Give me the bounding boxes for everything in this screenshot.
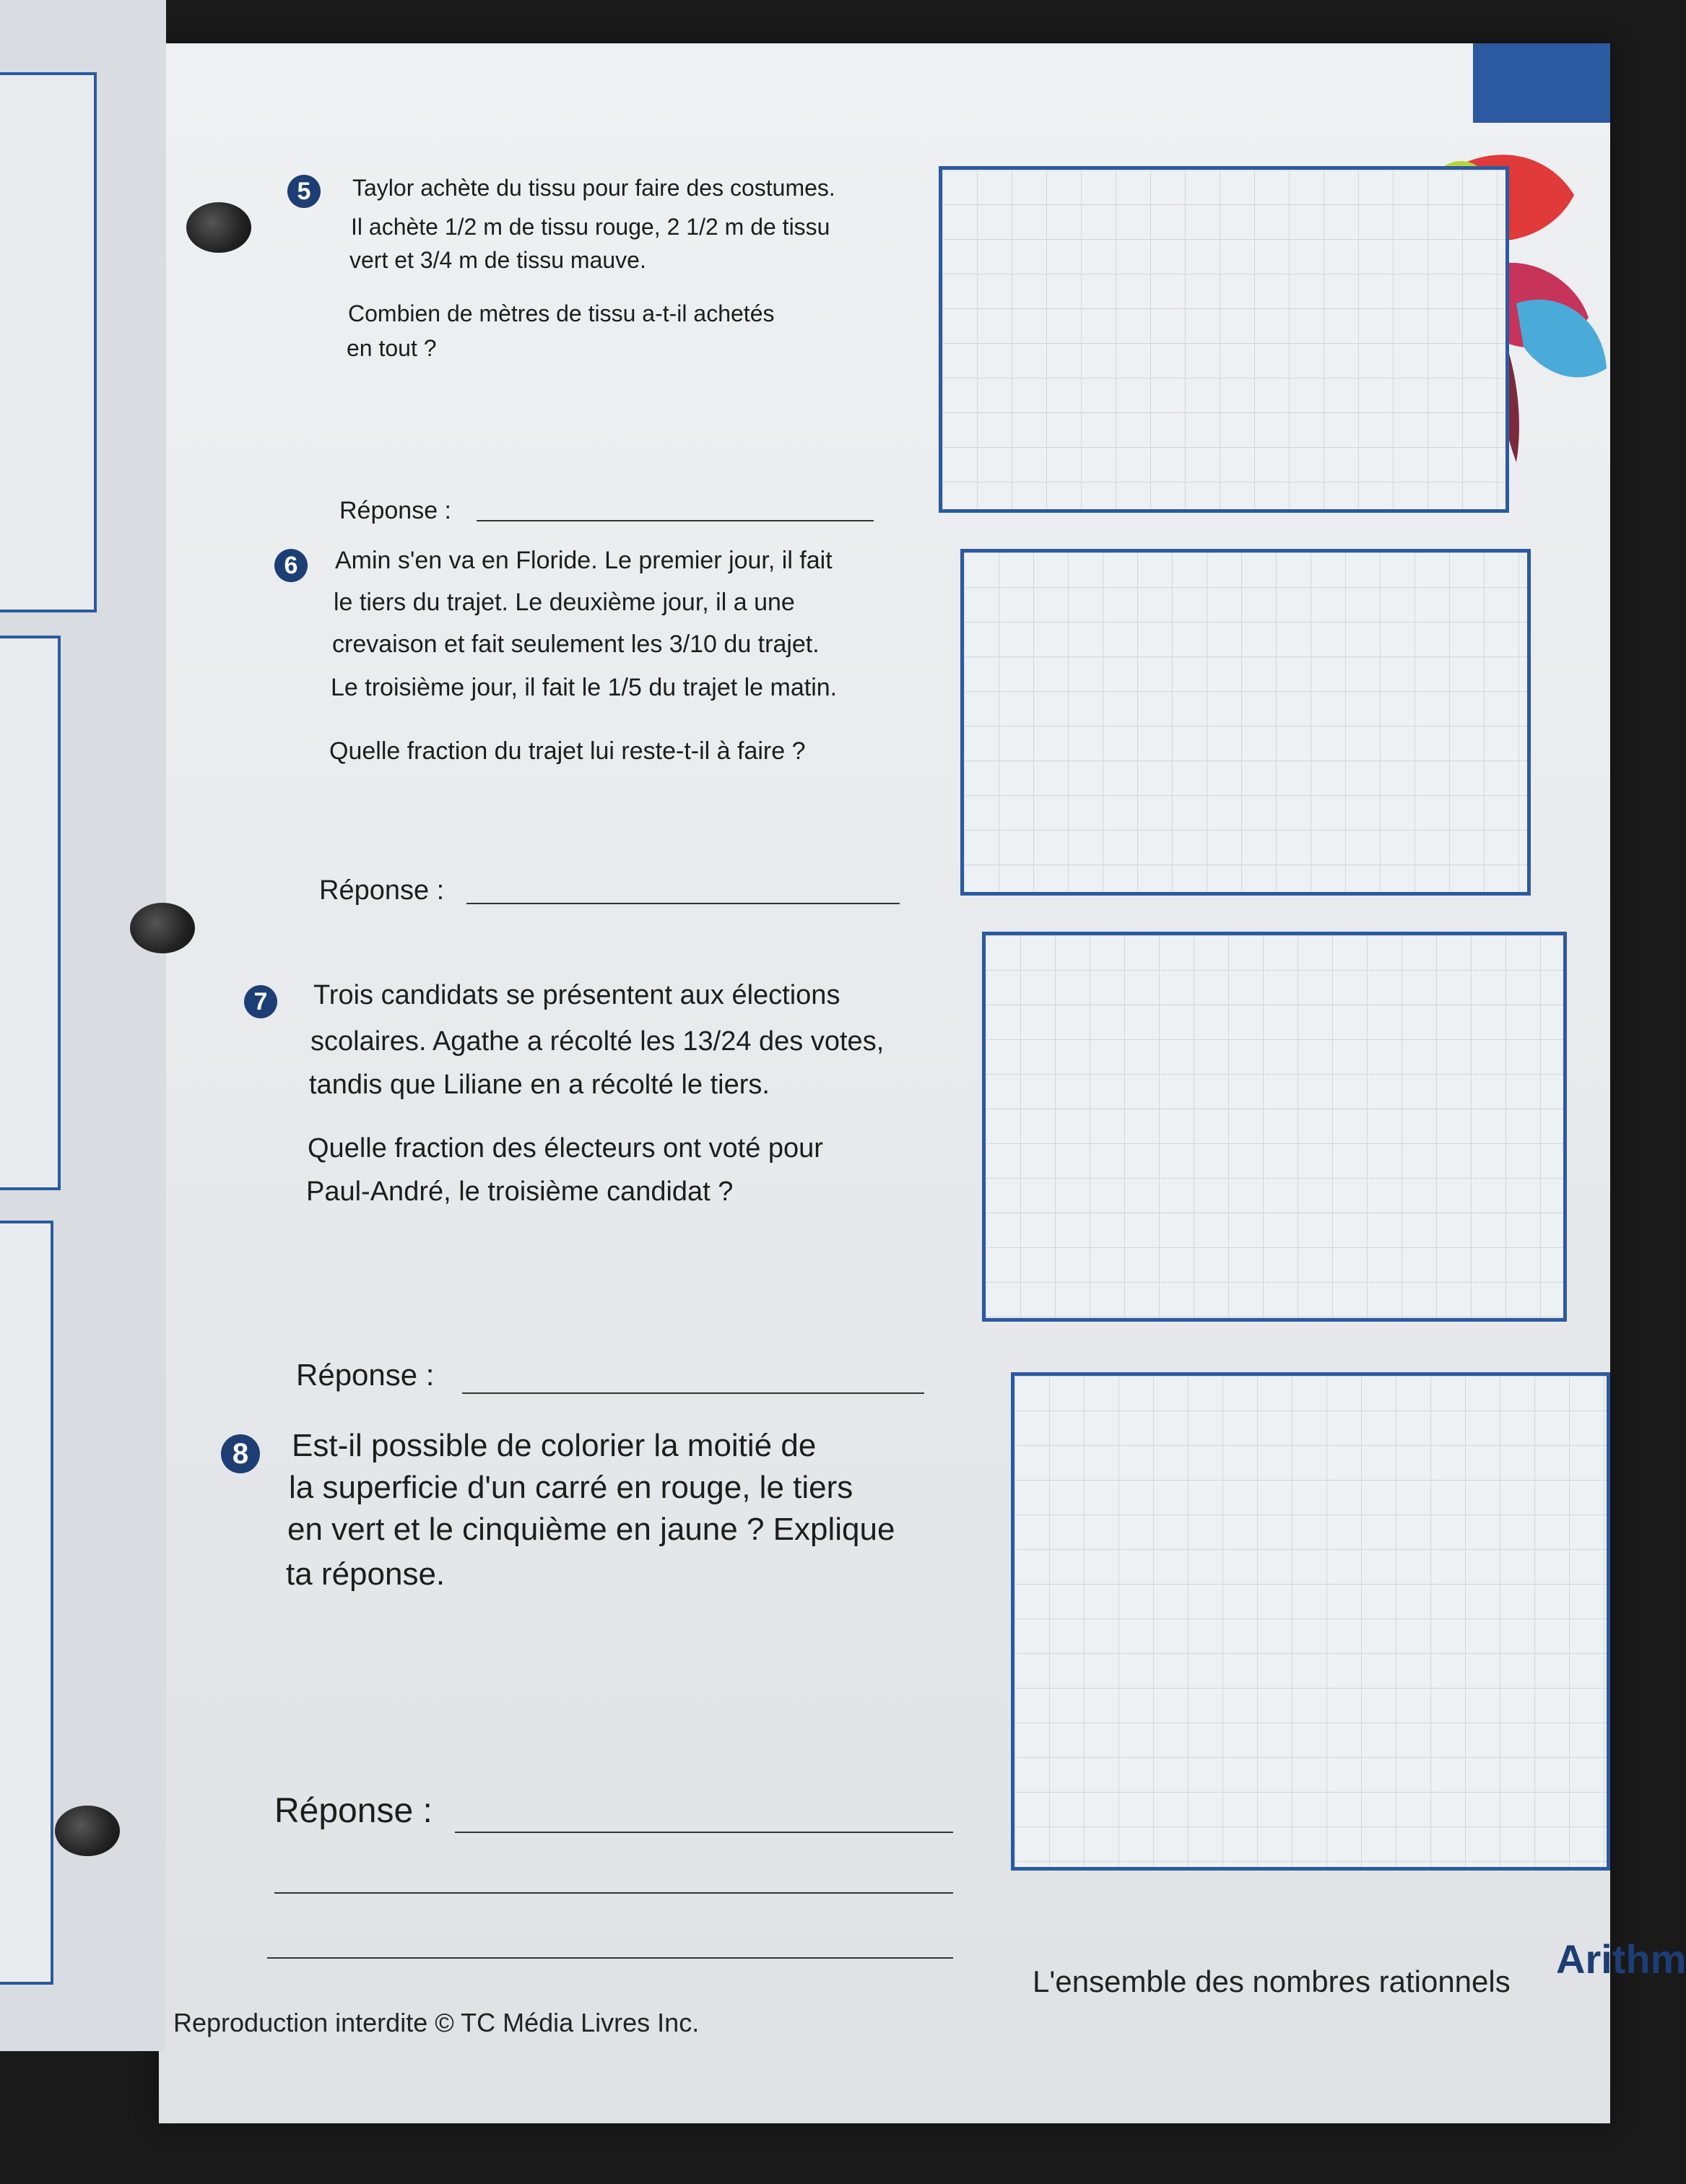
worksheet-page	[159, 43, 1686, 2123]
question-number-badge: 7	[244, 985, 277, 1018]
work-area-box[interactable]	[982, 932, 1567, 1322]
binder-hole	[130, 903, 195, 953]
question-text-line: scolaires. Agathe a récolté les 13/24 des votes,	[310, 1026, 885, 1057]
question-text-line: le tiers du trajet. Le deuxième jour, il a une	[334, 589, 795, 616]
question-prompt-line: Combien de mètres de tissu a-t-il achetés	[348, 300, 775, 326]
reponse-label: Réponse :	[339, 497, 451, 524]
question-number-badge: 5	[287, 175, 321, 208]
work-area-box[interactable]	[960, 549, 1531, 896]
chapter-title: L'ensemble des nombres rationnels	[1033, 1964, 1511, 1998]
reponse-label: Réponse :	[319, 875, 445, 906]
brand-logo-text: Arithm	[1556, 1936, 1686, 1982]
question-text-line: Amin s'en va en Floride. Le premier jour, il fait	[335, 547, 833, 574]
question-text-line: crevaison et fait seulement les 3/10 du trajet.	[332, 630, 820, 658]
answer-line[interactable]	[462, 1392, 924, 1394]
corner-color-bar	[1473, 43, 1610, 123]
work-area-box[interactable]	[939, 166, 1509, 513]
question-text-line: vert et 3/4 m de tissu mauve.	[349, 247, 646, 273]
answer-line[interactable]	[455, 1832, 953, 1833]
answer-line[interactable]	[274, 1892, 953, 1894]
answer-line[interactable]	[477, 520, 874, 521]
reponse-label: Réponse :	[296, 1358, 435, 1392]
question-prompt-line: Paul-André, le troisième candidat ?	[306, 1176, 734, 1207]
fraction-text: Il achète 1/2 m de tissu rouge, 2 1/2 m de tissu	[351, 214, 830, 240]
left-tab	[0, 1221, 53, 1985]
question-text-line: tandis que Liliane en a récolté le tiers.	[309, 1070, 770, 1100]
question-text-line: Le troisième jour, il fait le 1/5 du trajet le matin.	[331, 674, 838, 701]
answer-line[interactable]	[267, 1957, 953, 1959]
copyright-notice: Reproduction interdite © TC Média Livres Inc.	[173, 2008, 700, 2037]
left-tab	[0, 72, 97, 612]
question-number-badge: 6	[274, 549, 308, 582]
left-tab	[0, 636, 61, 1190]
question-prompt-line: Quelle fraction des électeurs ont voté pour	[308, 1133, 823, 1164]
binder-hole	[186, 202, 251, 253]
question-number-badge: 8	[221, 1434, 260, 1473]
question-prompt-line: en tout ?	[347, 335, 437, 361]
underlying-page-edge	[0, 0, 166, 2051]
question-text-line: Trois candidats se présentent aux élections	[313, 980, 840, 1010]
answer-line[interactable]	[466, 903, 900, 904]
question-text-line: en vert et le cinquième en jaune ? Explique	[287, 1512, 895, 1547]
reponse-label: Réponse :	[274, 1792, 433, 1830]
question-text-line: ta réponse.	[286, 1556, 446, 1592]
question-prompt-line: Quelle fraction du trajet lui reste-t-il à faire ?	[329, 737, 806, 765]
work-area-box[interactable]	[1011, 1372, 1610, 1871]
question-text-line: la superficie d'un carré en rouge, le tiers	[289, 1470, 853, 1505]
question-text-line: Est-il possible de colorier la moitié de	[292, 1428, 817, 1463]
question-text-line: Taylor achète du tissu pour faire des costumes.	[352, 175, 835, 201]
binder-hole	[55, 1806, 120, 1856]
